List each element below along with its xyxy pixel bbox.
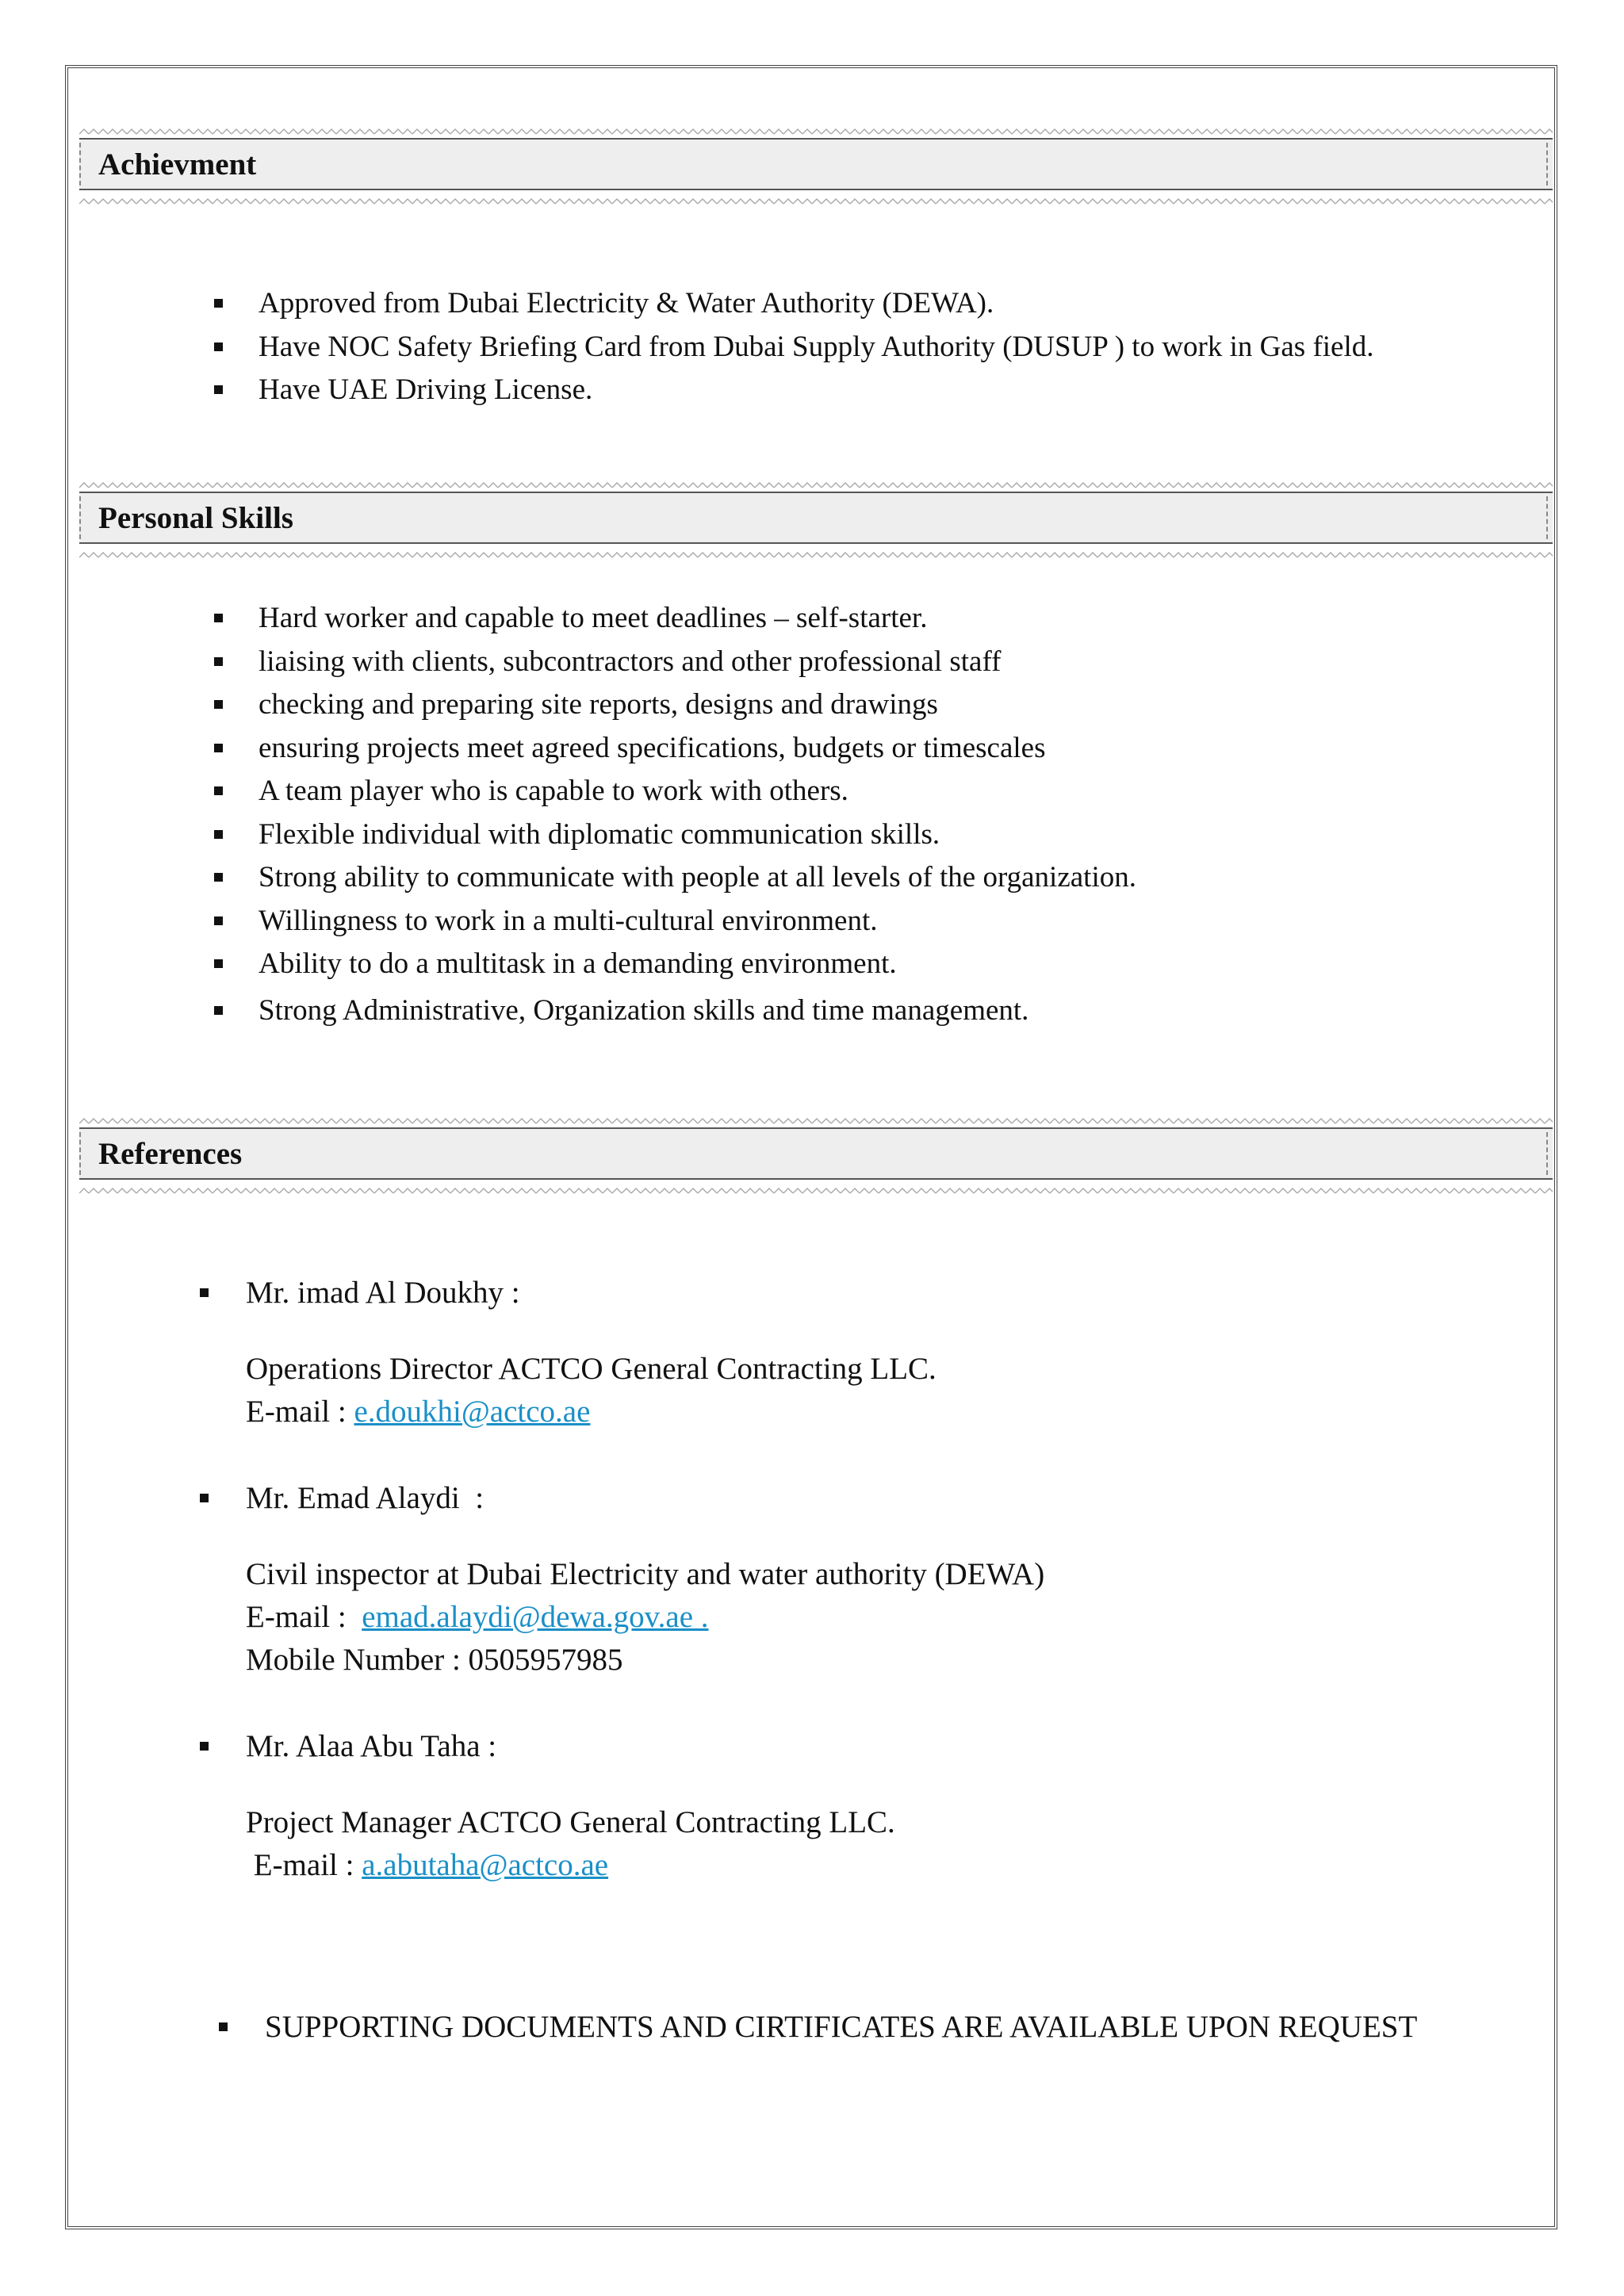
header-bar	[79, 138, 1553, 190]
reference-details	[246, 1801, 895, 1887]
header-bar	[79, 492, 1553, 544]
square-bullet-icon	[219, 2022, 228, 2031]
zigzag-divider-bottom	[79, 550, 1553, 560]
achievement-list	[259, 282, 1374, 412]
list-item: A team player who is capable to work with others.	[259, 770, 1136, 813]
reference-mobile: Mobile Number : 0505957985	[246, 1643, 623, 1677]
square-bullet-icon	[200, 1494, 209, 1502]
reference-email-line: E-mail : emad.alaydi@dewa.gov.ae .	[246, 1600, 709, 1634]
square-bullet-icon	[214, 744, 223, 752]
list-item: Strong Administrative, Organization skills and time management.	[259, 989, 1136, 1033]
reference-email-line: E-mail : e.doukhi@actco.ae	[246, 1395, 591, 1429]
square-bullet-icon	[214, 786, 223, 795]
section-title-personal-skills: Personal Skills	[98, 501, 293, 535]
zigzag-divider-top	[79, 127, 1553, 136]
section-title-achievement: Achievment	[98, 147, 257, 182]
email-link[interactable]: a.abutaha@actco.ae	[362, 1848, 609, 1882]
square-bullet-icon	[214, 1006, 223, 1015]
list-item: liaising with clients, subcontractors and other professional staff	[259, 641, 1136, 684]
list-item: Flexible individual with diplomatic communication skills.	[259, 813, 1136, 857]
personal-skills-list	[259, 597, 1136, 1032]
zigzag-divider-bottom	[79, 197, 1553, 206]
zigzag-divider-top	[79, 480, 1553, 490]
square-bullet-icon	[214, 873, 223, 882]
list-item: Ability to do a multitask in a demanding environment.	[259, 943, 1136, 986]
list-item: Hard worker and capable to meet deadlines – self-starter.	[259, 597, 1136, 641]
square-bullet-icon	[214, 916, 223, 925]
section-title-references: References	[98, 1137, 243, 1171]
list-item: Have UAE Driving License.	[259, 369, 1374, 412]
section-header-achievement	[79, 127, 1553, 206]
square-bullet-icon	[214, 700, 223, 709]
supporting-documents-note: SUPPORTING DOCUMENTS AND CIRTIFICATES ARE AVAILABLE UPON REQUEST	[265, 2006, 1417, 2049]
square-bullet-icon	[214, 299, 223, 308]
square-bullet-icon	[214, 830, 223, 839]
square-bullet-icon	[214, 385, 223, 394]
square-bullet-icon	[214, 342, 223, 351]
reference-role: Project Manager ACTCO General Contracting LLC.	[246, 1805, 895, 1839]
section-header-personal-skills	[79, 480, 1553, 560]
list-item: ensuring projects meet agreed specifications, budgets or timescales	[259, 727, 1136, 771]
list-item: Have NOC Safety Briefing Card from Dubai Supply Authority (DUSUP ) to work in Gas field.	[259, 326, 1374, 369]
section-header-references	[79, 1116, 1553, 1196]
reference-role: Operations Director ACTCO General Contracting LLC.	[246, 1352, 936, 1386]
reference-entry	[246, 1272, 936, 1433]
list-item: Strong ability to communicate with people at all levels of the organization.	[259, 856, 1136, 900]
email-link[interactable]: e.doukhi@actco.ae	[354, 1395, 591, 1429]
list-item: checking and preparing site reports, designs and drawings	[259, 683, 1136, 727]
square-bullet-icon	[214, 657, 223, 666]
reference-email-line: E-mail : a.abutaha@actco.ae	[246, 1848, 609, 1882]
reference-role: Civil inspector at Dubai Electricity and water authority (DEWA)	[246, 1557, 1045, 1591]
email-link[interactable]: emad.alaydi@dewa.gov.ae .	[362, 1600, 709, 1634]
square-bullet-icon	[200, 1742, 209, 1751]
header-bar	[79, 1127, 1553, 1180]
list-item: Approved from Dubai Electricity & Water Authority (DEWA).	[259, 282, 1374, 326]
reference-entry	[246, 1477, 1044, 1682]
square-bullet-icon	[200, 1288, 209, 1297]
square-bullet-icon	[214, 959, 223, 968]
reference-name: Mr. Emad Alaydi :	[246, 1481, 485, 1515]
zigzag-divider-bottom	[79, 1186, 1553, 1196]
list-item: Willingness to work in a multi-cultural environment.	[259, 900, 1136, 943]
reference-name: Mr. Alaa Abu Taha :	[246, 1729, 497, 1763]
reference-details	[246, 1553, 1044, 1682]
reference-details	[246, 1348, 936, 1433]
zigzag-divider-top	[79, 1116, 1553, 1126]
reference-name: Mr. imad Al Doukhy :	[246, 1276, 520, 1310]
square-bullet-icon	[214, 614, 223, 622]
reference-entry	[246, 1725, 895, 1887]
